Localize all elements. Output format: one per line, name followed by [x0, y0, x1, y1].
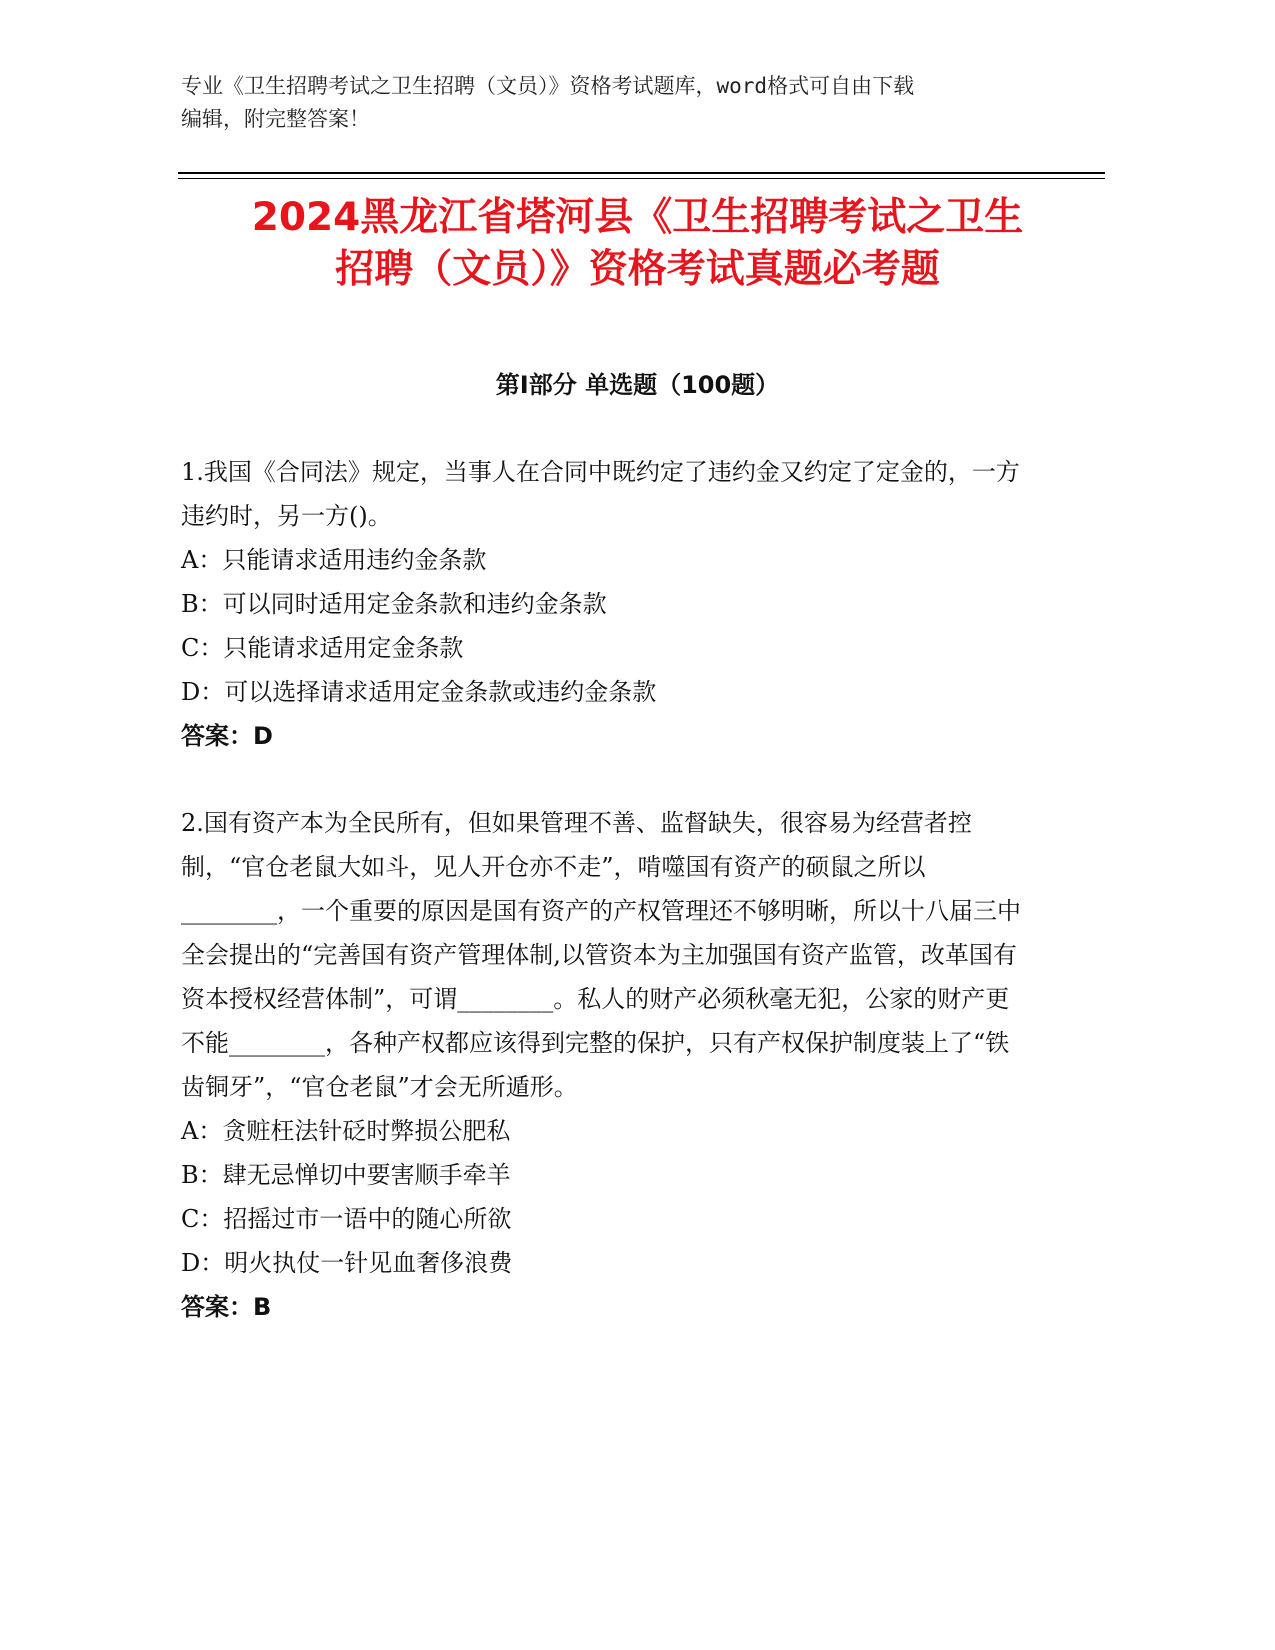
header-note-line-2: 编辑，附完整答案！	[181, 107, 370, 131]
question-2-answer: 答案：B	[181, 1293, 272, 1321]
document-title-line-1: 2024黑龙江省塔河县《卫生招聘考试之卫生	[251, 195, 1024, 240]
header-note	[181, 70, 1041, 136]
header-note-line-1: 专业《卫生招聘考试之卫生招聘（文员）》资格考试题库，word格式可自由下载	[181, 74, 915, 98]
question-1-option-b: B：可以同时适用定金条款和违约金条款	[181, 590, 607, 618]
question-2	[181, 801, 1031, 1329]
document-title	[150, 192, 1125, 296]
question-1	[181, 450, 1031, 758]
question-2-option-c: C：招摇过市一语中的随心所欲	[181, 1205, 512, 1233]
section-heading: 第Ⅰ部分 单选题（100题）	[495, 371, 780, 399]
question-1-option-c: C：只能请求适用定金条款	[181, 634, 464, 662]
document-title-line-2: 招聘（文员）》资格考试真题必考题	[335, 247, 940, 292]
question-1-answer: 答案：D	[181, 722, 273, 750]
question-1-option-d: D：可以选择请求适用定金条款或违约金条款	[181, 678, 657, 706]
question-1-text: 1.我国《合同法》规定，当事人在合同中既约定了违约金又约定了定金的，一方违约时，另一方()。	[181, 458, 1020, 530]
question-list	[181, 450, 1031, 1372]
header-divider-thin	[178, 178, 1105, 179]
question-2-text: 2.国有资产本为全民所有，但如果管理不善、监督缺失，很容易为经营者控制，“官仓老鼠大如斗，见人开仓亦不走”，啃噬国有资产的硕鼠之所以________，一个重要的原因是国有资产的产权管理还不够明晰，所以十八届三中全会提出的“完善国有资产管理体制,以管资本为主加强国有资产监管，改革国有资本授权经营体制”，可谓________。私人的财产必须秋毫无犯，公家的财产更不能________，各种产权都应该得到完整的保护，只有产权保护制度装上了“铁齿铜牙”，“官仓老鼠”才会无所遁形。	[181, 809, 1021, 1101]
header-divider-thick	[178, 172, 1105, 174]
question-2-option-d: D：明火执仗一针见血奢侈浪费	[181, 1249, 513, 1277]
question-2-option-b: B：肆无忌惮切中要害顺手牵羊	[181, 1161, 511, 1189]
question-1-option-a: A：只能请求适用违约金条款	[181, 546, 487, 574]
question-2-option-a: A：贪赃枉法针砭时弊损公肥私	[181, 1117, 511, 1145]
